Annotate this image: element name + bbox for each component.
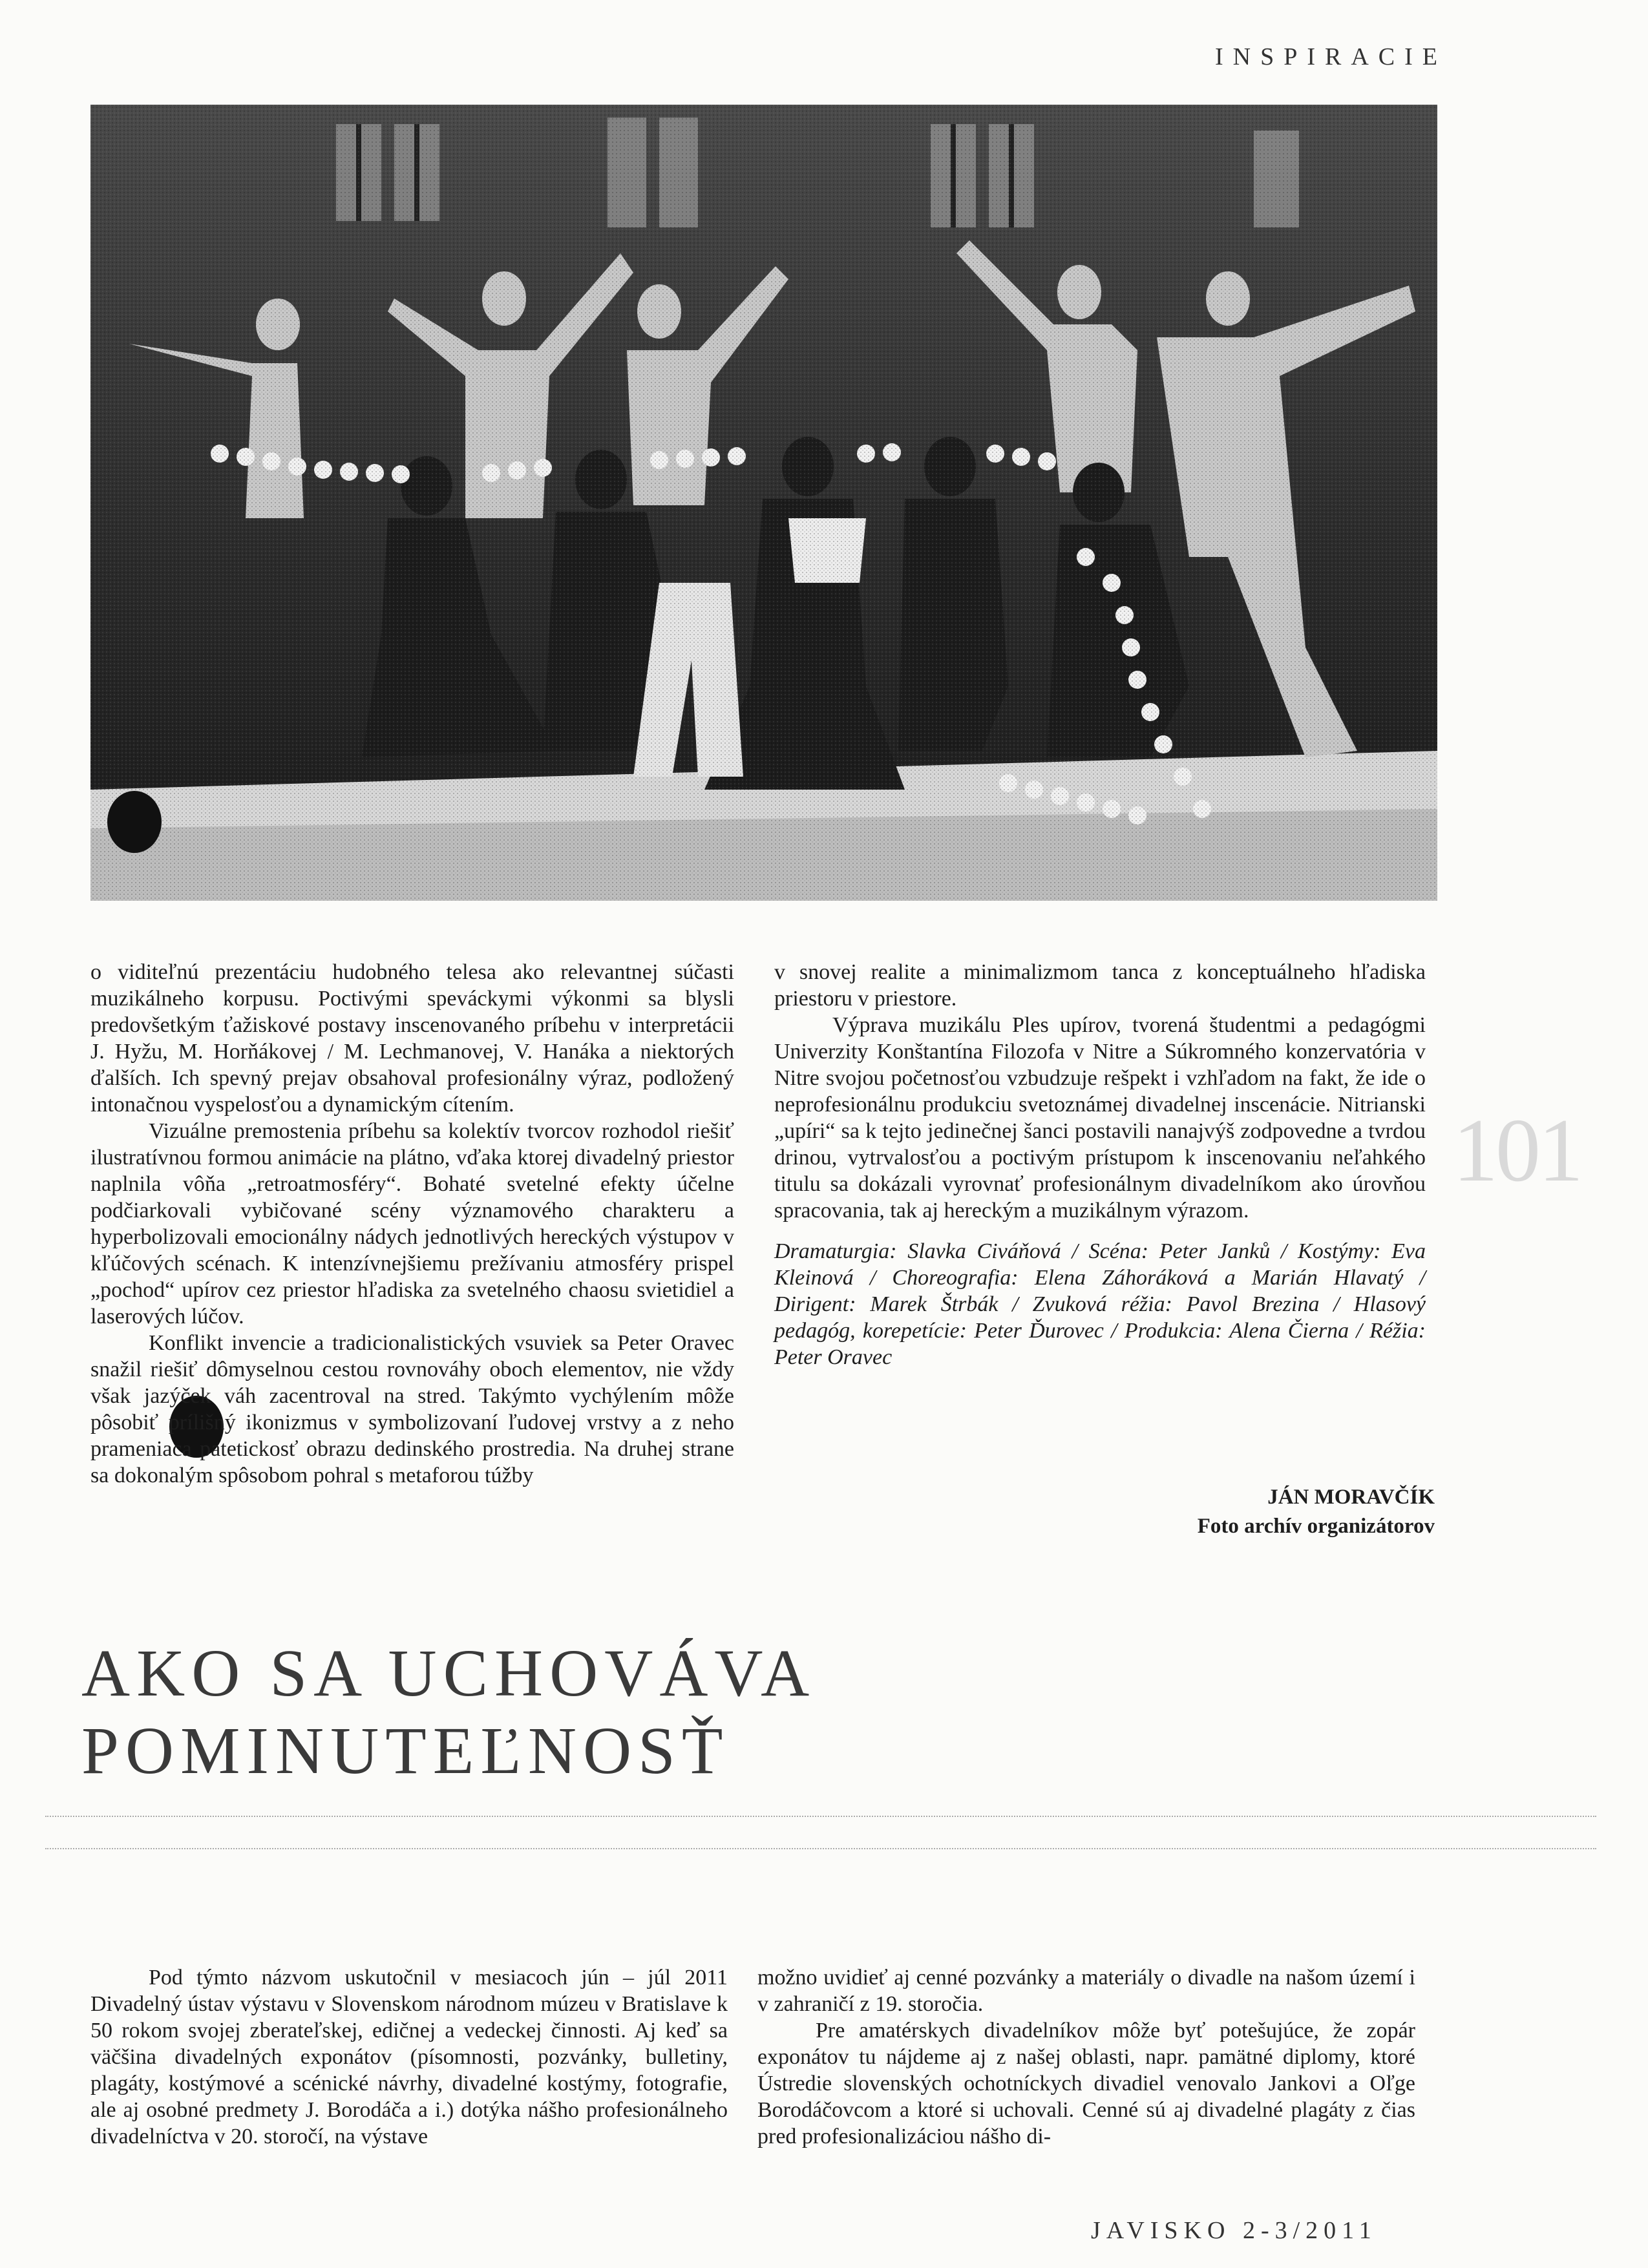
article2-left-column [90, 1964, 728, 2150]
punch-hole-top [107, 791, 162, 853]
article2-paragraph: Pod týmto názvom uskutočnil v mesiacoch jún – júl 2011 Divadelný ústav výstavu v Slovenskom národnom múzeu v Bratislave k 50 rokom svojej zberateľskej, edičnej a vedeckej činnosti. Aj keď sa väčšina divadelných exponátov (písomnosti, pozvánky, bulletiny, plagáty, kostýmové a scénické návrhy, divadelné kostýmy, fotografie, ale aj osobné predmety J. Borodáča a i.) dotýka nášho profesionálneho divadelníctva v 20. storočí, na výstave [90, 1966, 728, 2148]
magazine-footer: JAVISKO 2-3/2011 [1091, 2217, 1377, 2244]
article2-paragraph: možno uvidieť aj cenné pozvánky a materiály o divadle na našom území i v zahraničí z 19. storočia. [757, 1966, 1415, 2016]
divider [45, 1816, 1596, 1817]
article1-paragraph: Konflikt invencie a tradicionalistických vsuviek sa Peter Oravec snažil riešiť dômyselnou cestou rovnováhy oboch elementov, nie vždy však jazýček váh zacentroval na stred. Takýmto vychýlením môže pôsobiť prílišný ikonizmus v symbolizovaní ľudovej vrstvy a z neho prameniaca patetickosť obrazu dedinského prostredia. Na druhej strane sa dokonalým spôsobom pohral s metaforou túžby [90, 1331, 734, 1487]
article1-paragraph: v snovej realite a minimalizmom tanca z konceptuálneho hľadiska priestoru v priestore. [774, 960, 1426, 1011]
article2-headline [81, 1635, 816, 1790]
article1-paragraph: Vizuálne premostenia príbehu sa kolektív tvorcov rozhodol riešiť ilustratívnou formou animácie na plátno, vďaka ktorej divadelný priestor naplnila vôňa „retroatmosféry“. Bohaté svetelné efekty účelne podčiarkovali vybičované scény významového charakteru a hyperbolizovali emocionálny nádych jednotlivých hereckých výstupov v kľúčových scénach. K intenzívnejšiemu prežívaniu atmosféry prispel „pochod“ upírov cez priestor hľadiska za svetelného chaosu svietidiel a laserových lúčov. [90, 1119, 734, 1328]
page-number: 101 [1453, 1100, 1581, 1201]
article1-paragraph: o viditeľnú prezentáciu hudobného telesa ako relevantnej súčasti muzikálneho korpusu. Poctivými speváckymi výkonmi sa blysli predovšetkým ťažiskové postavy inscenovaného príbehu v interpretácii J. Hyžu, M. Horňákovej / M. Lechmanovej, V. Hanáka a niektorých ďalších. Ich spevný prejav obsahoval profesionálny výraz, podložený intonačnou vyspelosťou a dynamickým cítením. [90, 960, 734, 1117]
production-credits: Dramaturgia: Slavka Civáňová / Scéna: Peter Janků / Kostýmy: Eva Kleinová / Choreografia: Elena Záhoráková a Marián Hlavatý / Dirigent: Marek Štrbák / Zvuková réžia: Pavol Brezina / Hlasový pedagóg, korepetície: Peter Ďurovec / Produkcia: Alena Čierna / Réžia: Peter Oravec [774, 1239, 1426, 1369]
article2-paragraph: Pre amatérskych divadelníkov môže byť potešujúce, že zopár exponátov tu nájdeme aj z našej oblasti, napr. pamätné diplomy, ktoré Ústredie slovenských ochotníckych divadiel venovalo Jankovi a Oľge Borodáčovcom a ktoré si uchovali. Cenné sú aj divadelné plagáty z čias pred profesionalizáciou nášho di- [757, 2019, 1415, 2148]
author-name: JÁN MORAVČÍK [1267, 1486, 1435, 1509]
headline-line-2: POMINUTEĽNOSŤ [81, 1714, 730, 1788]
article1-right-column [774, 959, 1426, 1370]
section-label: INSPIRACIE [1215, 43, 1448, 70]
byline [1198, 1483, 1435, 1541]
photo-credit: Foto archív organizátorov [1197, 1515, 1435, 1538]
article1-left-column [90, 959, 734, 1489]
headline-line-1: AKO SA UCHOVÁVA [81, 1636, 816, 1710]
divider [45, 1848, 1596, 1849]
stage-photo [90, 105, 1437, 901]
article2-right-column [757, 1964, 1415, 2150]
article1-paragraph: Výprava muzikálu Ples upírov, tvorená študentmi a pedagógmi Univerzity Konštantína Filozofa v Nitre a Súkromného konzervatória v Nitre svojou početnosťou vzbudzuje rešpekt i vzhľadom na fakt, že ide o neprofesionálnu produkciu svetoznámej divadelnej inscenácie. Nitrianski „upíri“ sa k tejto jedinečnej šanci postavili nanajvýš zodpovedne a tvrdou drinou, vytrvalosťou a poctivým prístupom k inscenovaniu neľahkého titulu sa dokázali vyrovnať profesionálnym divadelníkom ako úrovňou spracovania, tak aj hereckým a muzikálnym výrazom. [774, 1013, 1426, 1223]
